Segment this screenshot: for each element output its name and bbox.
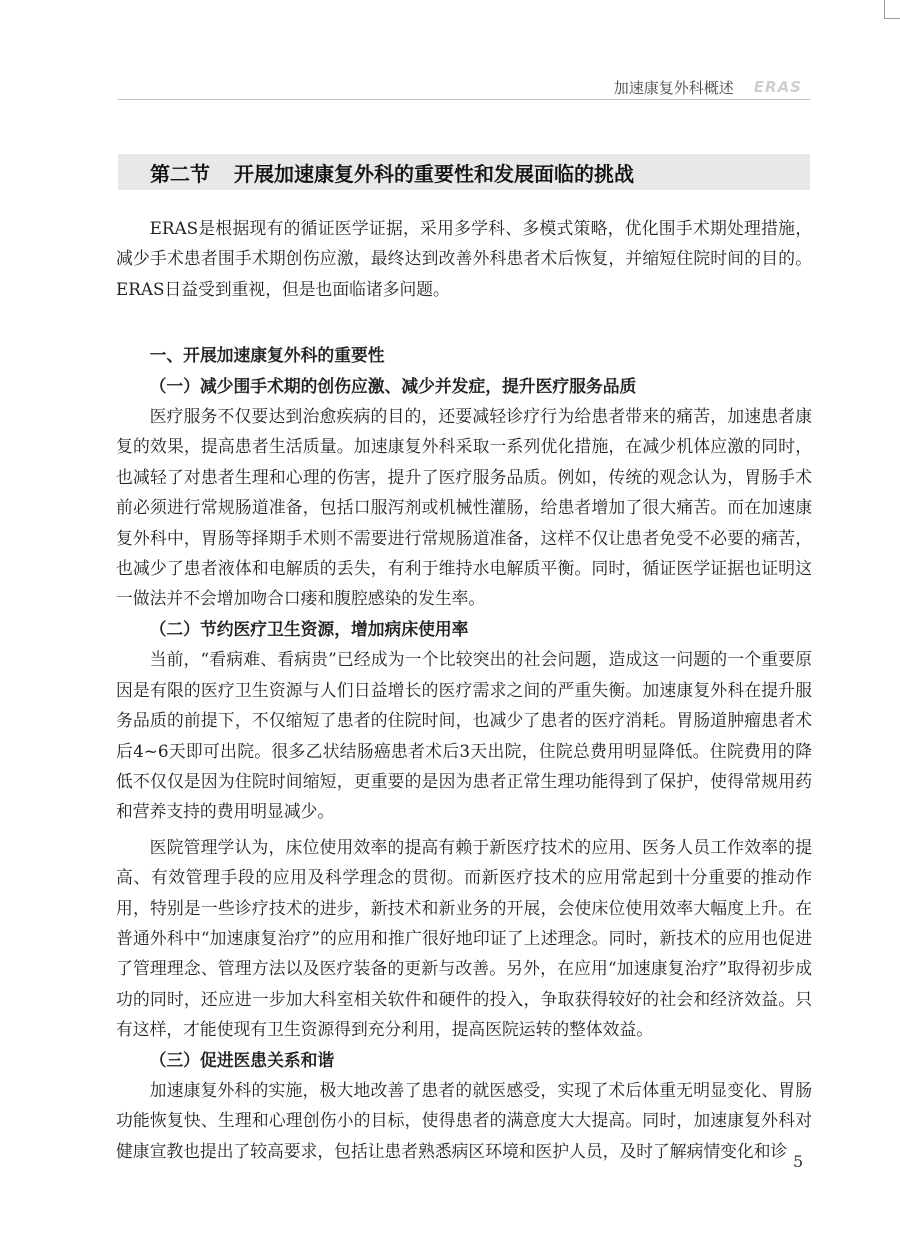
paragraph-2a: 当前，“看病难、看病贵”已经成为一个比较突出的社会问题，造成这一问题的一个重要原因是有限的医疗卫生资源与人们日益增长的医疗需求之间的严重失衡。加速康复外科在提升服务品质的前提下，不仅缩短了患者的住院时间，也减少了患者的医疗消耗。胃肠道肿瘤患者术后4~6天即可出院。很多乙状结肠癌患者术后3天出院，住院总费用明显降低。住院费用的降低不仅仅是因为住院时间缩短，更重要的是因为患者正常生理功能得到了保护，使得常规用药和营养支持的费用明显减少。	[116, 649, 812, 822]
subheading-1: （一）减少围手术期的创伤应激、减少并发症，提升医疗服务品质	[149, 375, 637, 396]
paragraph-2b: 医院管理学认为，床位使用效率的提高有赖于新医疗技术的应用、医务人员工作效率的提高、有效管理手段的应用及科学理念的贯彻。而新医疗技术的应用常起到十分重要的推动作用，特别是一些诊疗技术的进步，新技术和新业务的开展，会使床位使用效率大幅度上升。在普通外科中“加速康复治疗”的应用和推广很好地印证了上述理念。同时，新技术的应用也促进了管理理念、管理方法以及医疗装备的更新与改善。另外，在应用“加速康复治疗”取得初步成功的同时，还应进一步加大科室相关软件和硬件的投入，争取获得较好的社会和经济效益。只有这样，才能使现有卫生资源得到充分利用，提高医院运转的整体效益。	[116, 836, 812, 1040]
body-text	[116, 213, 812, 1166]
subheading-3: （三）促进医患关系和谐	[149, 1049, 335, 1070]
running-head-title: 加速康复外科概述	[613, 78, 734, 97]
intro-paragraph: ERAS是根据现有的循证医学证据，采用多学科、多模式策略，优化围手术期处理措施，减少手术患者围手术期创伤应激，最终达到改善外科患者术后恢复，并缩短住院时间的目的。ERAS日益受到重视，但是也面临诸多问题。	[116, 218, 812, 299]
section-number: 第二节	[150, 161, 210, 186]
subheading-2: （二）节约医疗卫生资源，增加病床使用率	[149, 618, 469, 639]
crop-mark	[884, 0, 900, 19]
heading-importance: 一、开展加速康复外科的重要性	[149, 345, 385, 366]
page-number: 5	[793, 1152, 804, 1171]
section-heading	[118, 154, 810, 190]
paragraph-3: 加速康复外科的实施，极大地改善了患者的就医感受，实现了术后体重无明显变化、胃肠功能恢复快、生理和心理创伤小的目标，使得患者的满意度大大提高。同时，加速康复外科对健康宣教也提出了较高要求，包括让患者熟悉病区环境和医护人员，及时了解病情变化和诊	[116, 1079, 812, 1161]
eras-logo: ERAS	[753, 78, 802, 96]
header-rule	[118, 99, 810, 100]
section-title: 开展加速康复外科的重要性和发展面临的挑战	[234, 161, 634, 186]
paragraph-1: 医疗服务不仅要达到治愈疾病的目的，还要减轻诊疗行为给患者带来的痛苦，加速患者康复的效果，提高患者生活质量。加速康复外科采取一系列优化措施，在减少机体应激的同时，也减轻了对患者生理和心理的伤害，提升了医疗服务品质。例如，传统的观念认为，胃肠手术前必须进行常规肠道准备，包括口服泻剂或机械性灌肠，给患者增加了很大痛苦。而在加速康复外科中，胃肠等择期手术则不需要进行常规肠道准备，这样不仅让患者免受不必要的痛苦，也减少了患者液体和电解质的丢失，有利于维持水电解质平衡。同时，循证医学证据也证明这一做法并不会增加吻合口瘘和腹腔感染的发生率。	[116, 406, 812, 609]
running-head	[614, 74, 802, 100]
